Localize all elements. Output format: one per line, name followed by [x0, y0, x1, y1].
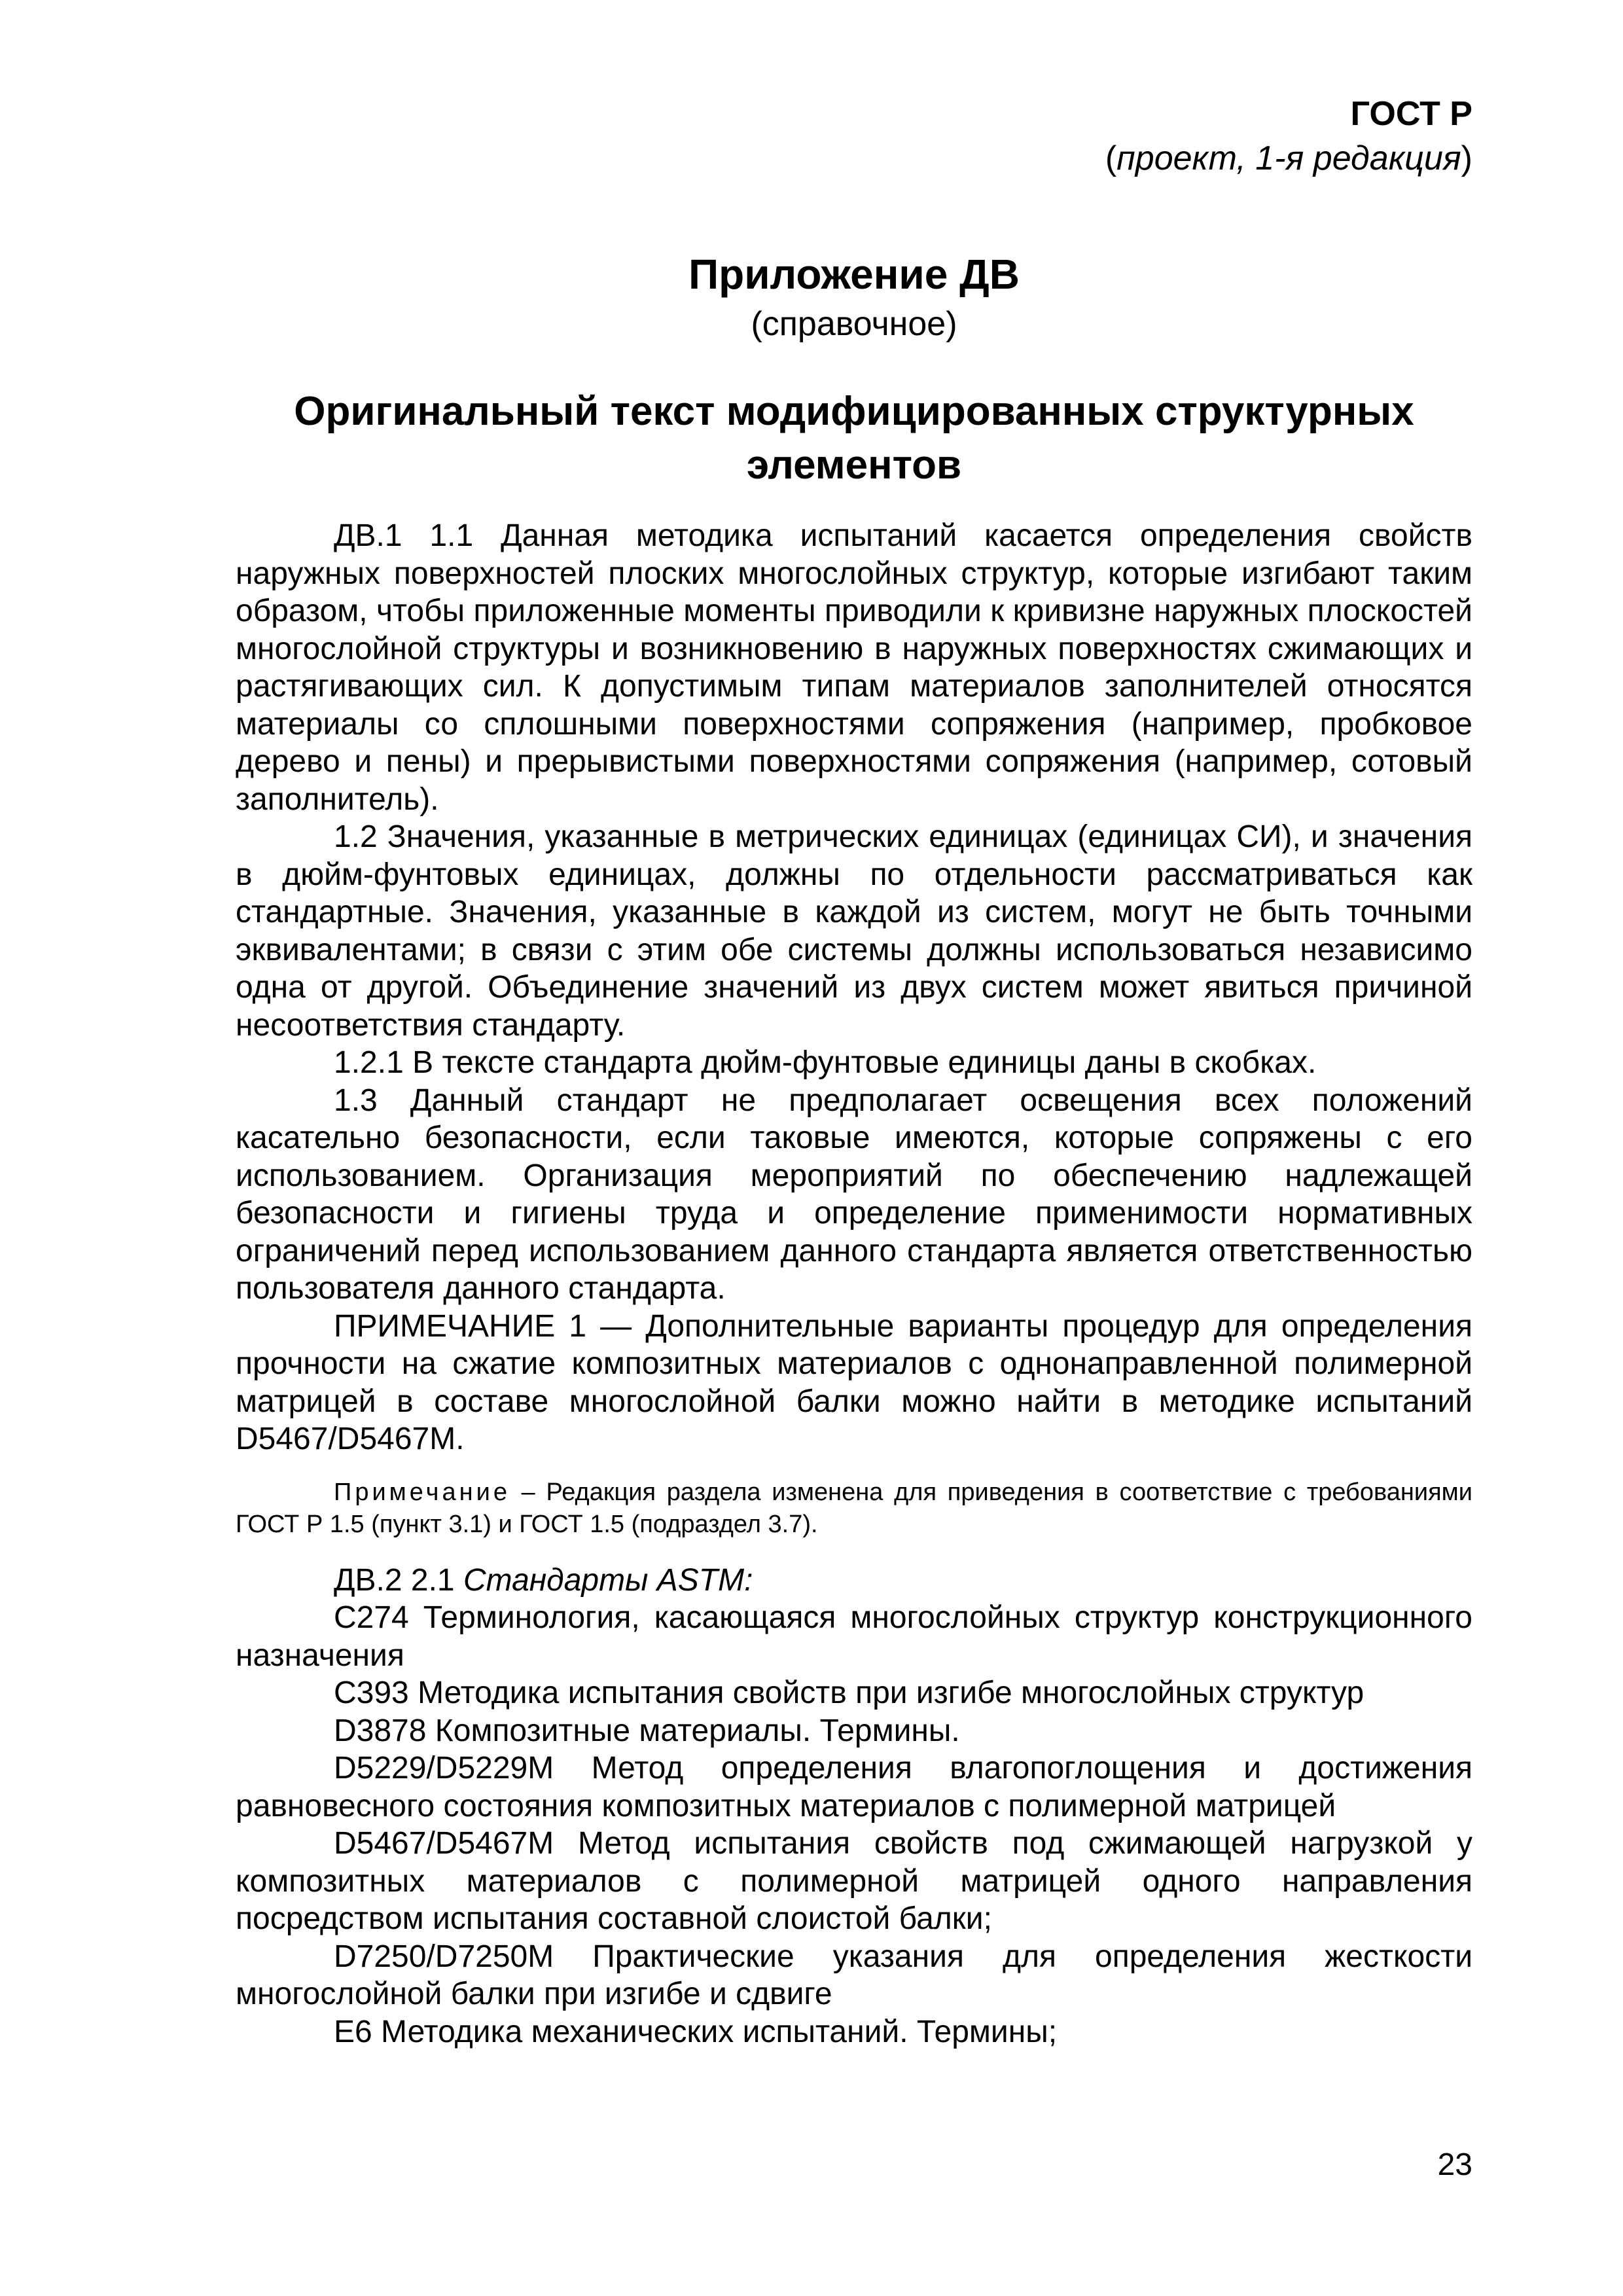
annex-kind: (справочное) — [751, 305, 957, 343]
reference-item: D5467/D5467M Метод испытания свойств под сжимающей нагрузкой у композитных материалов с полимерной матрицей одного направления посредством испытания составной слоистой балки; — [236, 1826, 1472, 1936]
editorial-note-text: – Редакция раздела изменена для приведения в соответствие с требованиями ГОСТ Р 1.5 (пункт 3.1) и ГОСТ 1.5 (подраздел 3.7). — [236, 1478, 1472, 1538]
edition-note — [1105, 136, 1472, 181]
page-header — [1105, 92, 1472, 181]
annex-heading — [236, 247, 1472, 347]
document-title-line-1: Оригинальный текст модифицированных структурных — [294, 389, 1414, 434]
reference-item: D3878 Композитные материалы. Термины. — [334, 1713, 960, 1748]
reference-item: D5229/D5229M Метод определения влагопоглощения и достижения равновесного состояния композитных материалов с полимерной матрицей — [236, 1751, 1472, 1823]
reference-item: C274 Терминология, касающаяся многослойных структур конструкционного назначения — [236, 1600, 1472, 1673]
reference-item: D7250/D7250M Практические указания для определения жесткости многослойной балки при изгибе и сдвиге — [236, 1939, 1472, 2011]
paragraph-dv1-1-1: ДВ.1 1.1 Данная методика испытаний касается определения свойств наружных поверхностей плоских многослойных структур, которые изгибают таким образом, чтобы приложенные моменты приводили к кривизне наружных плоскостей многослойной структуры и возникновению в наружных поверхностях сжимающих и растягивающих сил. К допустимым типам материалов заполнителей относятся материалы со сплошными поверхностями сопряжения (например, пробковое дерево и пены) и прерывистыми поверхностями сопряжения (например, сотовый заполнитель). — [236, 518, 1472, 817]
document-title-line-2: элементов — [746, 442, 962, 488]
reference-item: C393 Методика испытания свойств при изгибе многослойных структур — [334, 1676, 1364, 1710]
annex-title: Приложение ДВ — [688, 251, 1020, 298]
paragraph-1-2: 1.2 Значения, указанные в метрических единицах (единицах СИ), и значения в дюйм-фунтовых единицах, должны по отдельности рассматриваться как стандартные. Значения, указанные в каждой из систем, могут не быть точными эквивалентами; в связи с этим обе системы должны использоваться независимо одна от другой. Объединение значений из двух систем может явиться причиной несоответствия стандарту. — [236, 819, 1472, 1043]
paragraph-1-2-1: 1.2.1 В тексте стандарта дюйм-фунтовые единицы даны в скобках. — [334, 1045, 1317, 1080]
editorial-note — [236, 1477, 1472, 1541]
page-number: 23 — [1437, 2147, 1472, 2182]
section-dv2-prefix: ДВ.2 2.1 — [334, 1562, 463, 1598]
document-title — [236, 385, 1472, 492]
edition-open-paren: ( — [1105, 139, 1117, 177]
section-dv2-heading — [236, 1562, 1472, 1600]
edition-close-paren: ) — [1461, 139, 1472, 177]
standard-designation: ГОСТ Р — [1350, 95, 1472, 133]
paragraph-1-3: 1.3 Данный стандарт не предполагает освещения всех положений касательно безопасности, если таковые имеются, которые сопряжены с его использованием. Организация мероприятий по обеспечению надлежащей безопасности и гигиены труда и определение применимости нормативных ограничений перед использованием данного стандарта является ответственностью пользователя данного стандарта. — [236, 1083, 1472, 1306]
paragraph-note-1: ПРИМЕЧАНИЕ 1 — Дополнительные варианты процедур для определения прочности на сжатие композитных материалов с однонаправленной полимерной матрицей в составе многослойной балки можно найти в методике испытаний D5467/D5467M. — [236, 1308, 1472, 1456]
body-text — [236, 517, 1472, 2051]
edition-text: проект, 1-я редакция — [1116, 139, 1461, 177]
reference-item: E6 Методика механических испытаний. Термины; — [334, 2014, 1058, 2049]
section-dv2-title: Стандарты ASTM: — [463, 1562, 753, 1598]
editorial-note-label: Примечание — [334, 1478, 510, 1506]
